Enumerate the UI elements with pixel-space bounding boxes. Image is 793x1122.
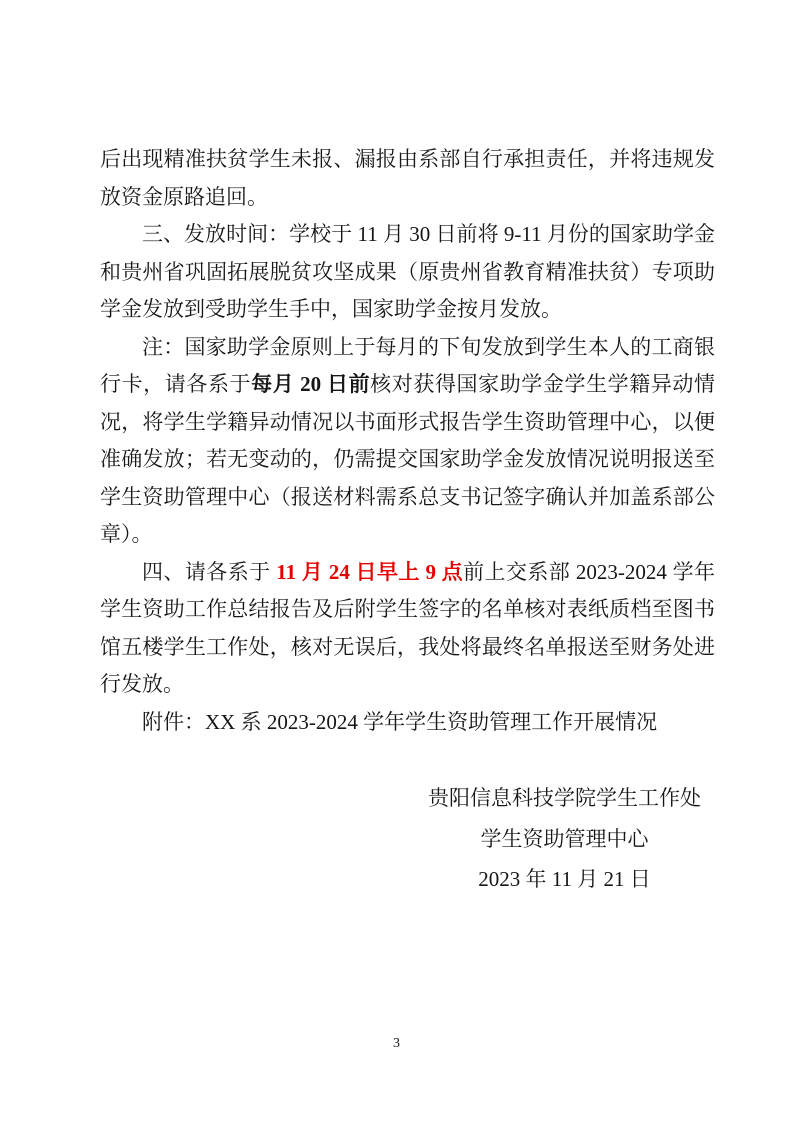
paragraph-text: 三、发放时间：学校于 11 月 30 日前将 9-11 月份的国家助学金和贵州省巩固拓展脱贫攻坚成果（原贵州省教育精准扶贫）专项助学金发放到受助学生手中，国家助学金按月发放。	[100, 222, 715, 321]
paragraph-text: 四、请各系于	[142, 559, 277, 584]
paragraph-text: 核对获得国家助学金学生学籍异动情况，将学生学籍异动情况以书面形式报告学生资助管理中心，以便准确发放；若无变动的，仍需提交国家助学金发放情况说明报送至学生资助管理中心（报送材料需系总支书记签字确认并加盖系部公章）。	[100, 372, 716, 546]
paragraph-text: 注：国家助学金原则上于每月的下旬发放到学生本人的工商银行卡，请各系于	[100, 334, 715, 396]
paragraph-attachment	[100, 704, 715, 742]
bold-monthly-deadline: 每月 20 日前	[251, 372, 371, 396]
paragraph-section-four	[100, 554, 715, 704]
red-submission-deadline: 11 月 24 日早上 9 点	[276, 559, 464, 584]
paragraph-continuation	[100, 141, 715, 216]
paragraph-note	[100, 329, 715, 554]
document-body	[100, 141, 715, 900]
signature-line-date: 2023 年 11 月 21 日	[478, 867, 651, 891]
paragraph-section-three	[100, 216, 715, 329]
page-number: 3	[393, 1036, 400, 1051]
signature-inner	[428, 778, 701, 900]
paragraph-text: 后出现精准扶贫学生未报、漏报由系部自行承担责任，并将违规发放资金原路追回。	[100, 147, 715, 209]
paragraph-text: 前上交系部 2023-2024 学年学生资助工作总结报告及后附学生签字的名单核对表纸质档至图书馆五楼学生工作处，核对无误后，我处将最终名单报送至财务处进行发放。	[100, 559, 715, 696]
signature-block	[100, 778, 715, 900]
signature-line-center: 学生资助管理中心	[480, 826, 649, 851]
signature-line-department: 贵阳信息科技学院学生工作处	[428, 786, 701, 810]
paragraph-text: 附件：XX 系 2023-2024 学年学生资助管理工作开展情况	[142, 709, 658, 734]
